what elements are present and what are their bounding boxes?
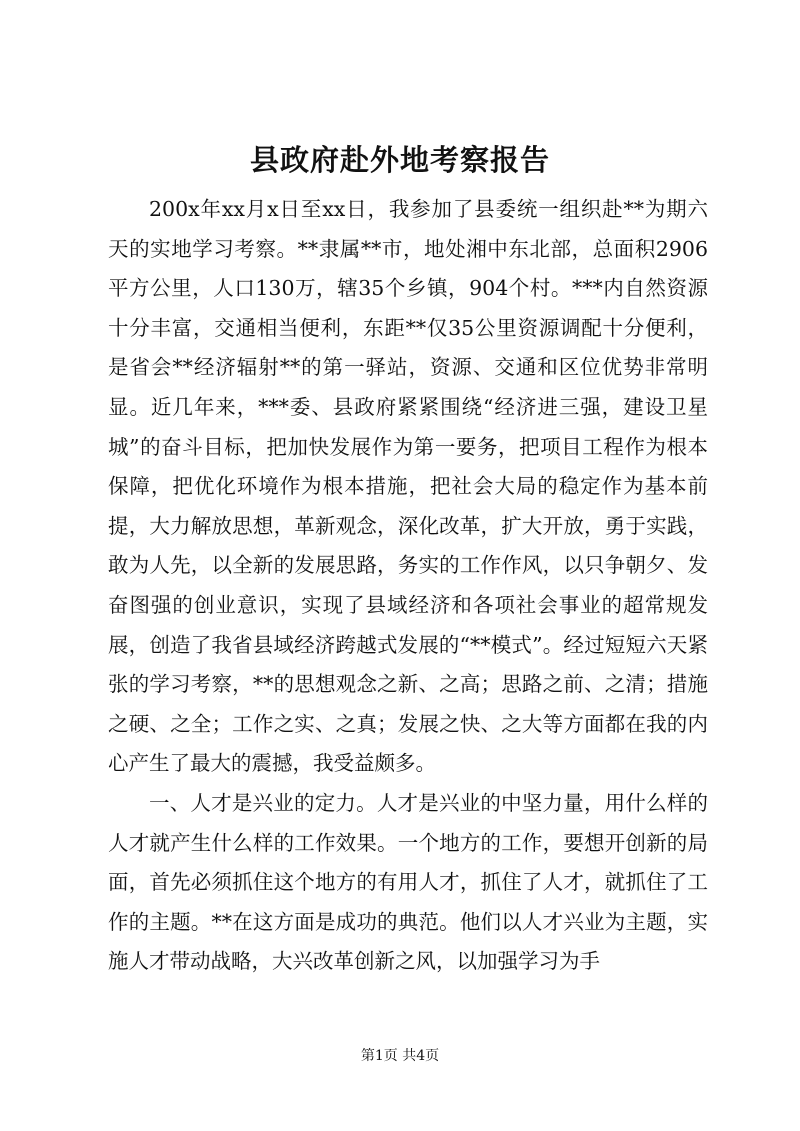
document-body	[108, 190, 708, 982]
document-title: 县政府赴外地考察报告	[249, 143, 550, 177]
paragraph-talent: 一、人才是兴业的定力。人才是兴业的中坚力量，用什么样的人才就产生什么样的工作效果。一个地方的工作，要想开创新的局面，首先必须抓住这个地方的有用人才，抓住了人才，就抓住了工作的主题。**在这方面是成功的典范。他们以人才兴业为主题，实施人才带动战略，大兴改革创新之风，以加强学习为手	[108, 790, 708, 974]
page-footer: 第1页 共4页	[360, 1048, 440, 1064]
paragraph-intro: 200x年xx月x日至xx日，我参加了县委统一组织赴**为期六天的实地学习考察。**隶属**市，地处湘中东北部，总面积2906平方公里，人口130万，辖35个乡镇，904个村。***内自然资源十分丰富，交通相当便利，东距**仅35公里资源调配十分便利，是省会**经济辐射**的第一驿站，资源、交通和区位优势非常明显。近几年来，***委、县政府紧紧围绕“经济进三强，建设卫星城”的奋斗目标，把加快发展作为第一要务，把项目工程作为根本保障，把优化环境作为根本措施，把社会大局的稳定作为基本前提，大力解放思想，革新观念，深化改革，扩大开放，勇于实践，敢为人先，以全新的发展思路，务实的工作作风，以只争朝夕、发奋图强的创业意识，实现了县域经济和各项社会事业的超常规发展，创造了我省县域经济跨越式发展的“**模式”。经过短短六天紧张的学习考察，**的思想观念之新、之高；思路之前、之清；措施之硬、之全；工作之实、之真；发展之快、之大等方面都在我的内心产生了最大的震撼，我受益颇多。	[108, 197, 708, 776]
